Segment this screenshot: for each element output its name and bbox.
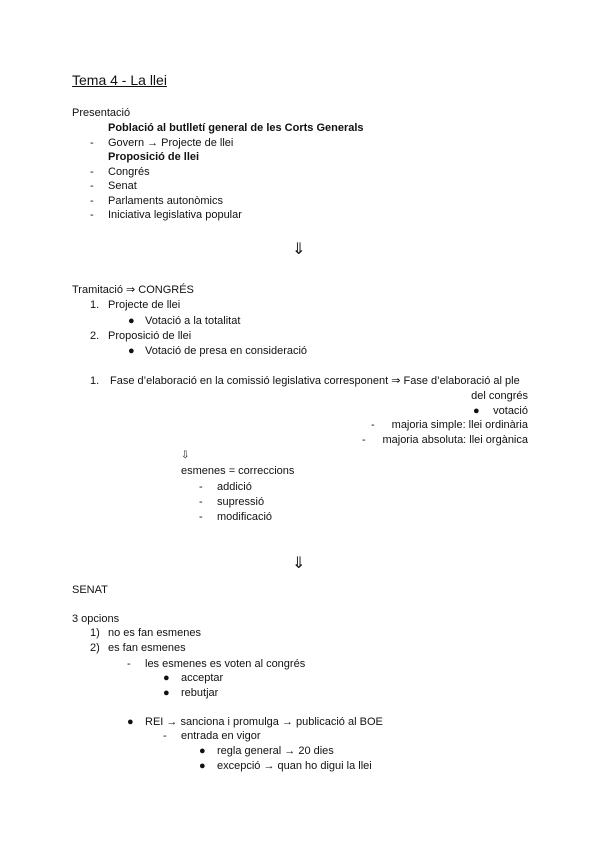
dash-marker: - xyxy=(90,137,94,149)
number-marker: 1. xyxy=(90,299,100,311)
list-item-iniciativa: Iniciativa legislativa popular xyxy=(108,209,242,221)
list-item-votacio-presa: Votació de presa en consideració xyxy=(145,345,308,357)
list-item-projecte: Projecte de llei xyxy=(108,299,181,311)
esmena-modificacio: modificació xyxy=(217,511,273,523)
dash-marker: - xyxy=(90,166,94,178)
list-item-congres: Congrés xyxy=(108,166,150,178)
bullet-marker: ● xyxy=(128,315,135,327)
bullet-marker: ● xyxy=(199,760,206,772)
votacio-label: votació xyxy=(493,405,528,417)
opcions-label: 3 opcions xyxy=(72,613,120,625)
bullet-marker: ● xyxy=(473,405,480,417)
list-item-proposicio-llei: Proposició de llei xyxy=(108,330,192,342)
dash-marker: - xyxy=(90,180,94,192)
dash-marker: - xyxy=(90,195,94,207)
opcio-esmenes: es fan esmenes xyxy=(108,642,186,654)
list-item-publicacio: Població al butlletí general de les Corts Generals xyxy=(108,122,364,134)
opcio-acceptar: acceptar xyxy=(181,672,224,684)
down-arrow-icon: ⇓ xyxy=(292,241,306,258)
fase-line-1: Fase d’elaboració en la comissió legislativa corresponent ⇒ Fase d’elaboració al ple xyxy=(110,375,520,387)
esmenes-voten: les esmenes es voten al congrés xyxy=(145,658,306,670)
esmena-addicio: addició xyxy=(217,481,252,493)
small-down-arrow-icon: ⇩ xyxy=(181,450,190,461)
bullet-marker: ● xyxy=(128,345,135,357)
dash-marker: - xyxy=(199,481,203,493)
regla-general: regla general → 20 dies xyxy=(217,745,334,757)
presentacio-heading: Presentació xyxy=(72,107,131,119)
number-marker: 1. xyxy=(90,375,100,387)
list-item-proposicio: Proposició de llei xyxy=(108,151,200,163)
dash-marker: - xyxy=(127,658,131,670)
bullet-marker: ● xyxy=(199,745,206,757)
dash-marker: - xyxy=(199,496,203,508)
excepcio: excepció → quan ho digui la llei xyxy=(217,760,372,772)
opcio-rebutjar: rebutjar xyxy=(181,687,219,699)
senat-heading: SENAT xyxy=(72,584,108,596)
tramitacio-heading: Tramitació ⇒ CONGRÉS xyxy=(72,284,194,296)
dash-marker: - xyxy=(362,434,366,446)
dash-marker: - xyxy=(199,511,203,523)
dash-marker: - xyxy=(90,209,94,221)
esmena-supressio: supressió xyxy=(217,496,265,508)
dash-marker: - xyxy=(163,730,167,742)
list-item-votacio-totalitat: Votació a la totalitat xyxy=(145,315,241,327)
majoria-absoluta: majoria absoluta: llei orgànica xyxy=(382,434,528,446)
majoria-simple: majoria simple: llei ordinària xyxy=(391,419,528,431)
list-item-govern: Govern → Projecte de llei xyxy=(108,137,234,149)
list-item-senat: Senat xyxy=(108,180,137,192)
bullet-marker: ● xyxy=(163,672,170,684)
rei-sanciona: REI → sanciona i promulga → publicació al BOE xyxy=(145,716,383,728)
fase-line-2: del congrés xyxy=(471,390,528,402)
bullet-marker: ● xyxy=(163,687,170,699)
number-marker: 2) xyxy=(90,642,100,654)
list-item-parlaments: Parlaments autonòmics xyxy=(108,195,223,207)
bullet-marker: ● xyxy=(127,716,134,728)
esmenes-heading: esmenes = correccions xyxy=(181,465,295,477)
entrada-en-vigor: entrada en vigor xyxy=(181,730,261,742)
page-title: Tema 4 - La llei xyxy=(72,72,167,88)
number-marker: 2. xyxy=(90,330,100,342)
down-arrow-icon: ⇓ xyxy=(292,555,306,572)
dash-marker: - xyxy=(371,419,375,431)
number-marker: 1) xyxy=(90,627,100,639)
opcio-no-esmenes: no es fan esmenes xyxy=(108,627,201,639)
